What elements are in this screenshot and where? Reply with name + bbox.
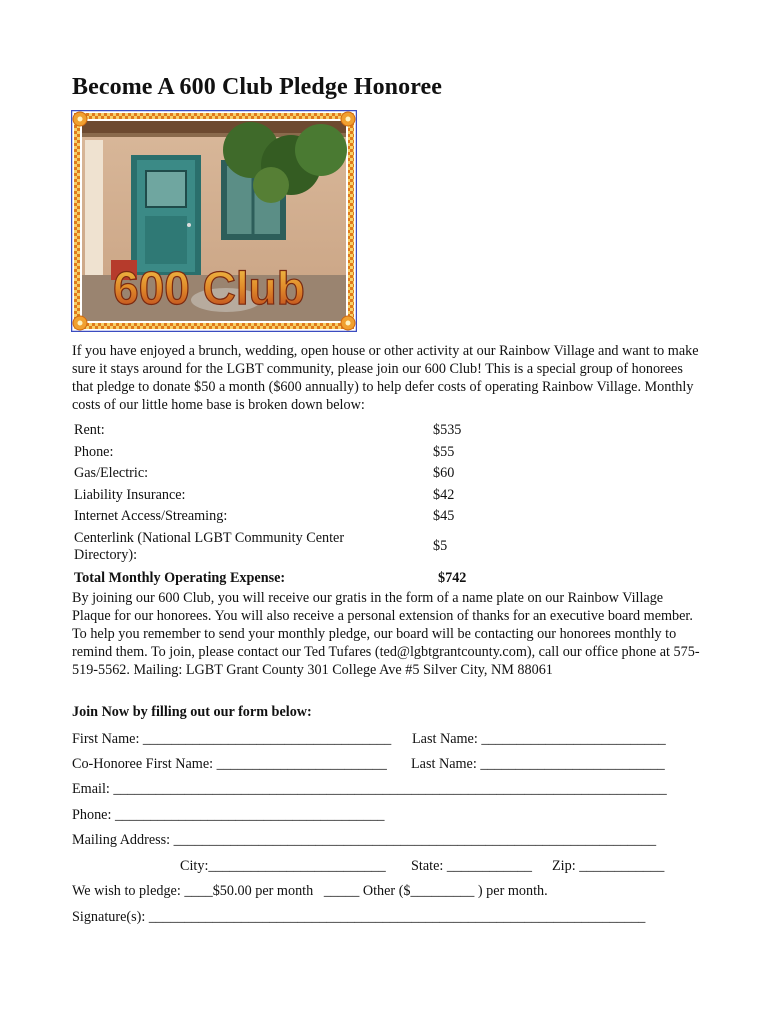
- total-label: Total Monthly Operating Expense:: [74, 570, 286, 586]
- phone-field[interactable]: Phone: ______________________________________: [72, 807, 385, 823]
- first-name-field[interactable]: First Name: ___________________________________: [72, 731, 392, 747]
- city-field[interactable]: City:_________________________: [180, 858, 386, 874]
- join-heading: Join Now by filling out our form below:: [72, 704, 312, 720]
- cost-label: Phone:: [74, 443, 114, 460]
- cost-label: Internet Access/Streaming:: [74, 508, 228, 524]
- mailing-address-field[interactable]: Mailing Address: ____________________________________________________________________: [72, 832, 657, 848]
- cost-label: Centerlink (National LGBT Community Center: [74, 530, 345, 546]
- cost-amount: $45: [433, 508, 455, 524]
- photo-overlay-text: 600 Club: [113, 262, 305, 314]
- pledge-field[interactable]: We wish to pledge: ____$50.00 per month _____ Other ($_________ ) per month.: [72, 883, 548, 899]
- last-name-field[interactable]: Last Name: __________________________: [412, 731, 666, 747]
- benefits-paragraph: By joining our 600 Club, you will receive our gratis in the form of a name plate on our Rainbow Village Plaque for our honorees. You will also receive a personal extension of thanks for an executive board member. To help you remember to send your monthly pledge, our board will be contacting our honorees monthly to remind them. To join, please contact our Ted Tufares (ted@lgbtgrantcounty.com), call our office phone at 575-519-5562. Mailing: LGBT Grant County 301 College Ave #5 Silver City, NM 88061: [72, 590, 700, 678]
- email-field[interactable]: Email: ______________________________________________________________________________: [72, 781, 667, 797]
- zip-field[interactable]: Zip: ____________: [552, 858, 665, 874]
- page-title: Become A 600 Club Pledge Honoree: [72, 74, 443, 100]
- cost-amount: $535: [433, 422, 462, 438]
- club-photo: [71, 110, 357, 332]
- co-last-name-field[interactable]: Last Name: __________________________: [411, 756, 665, 772]
- cost-amount: $55: [433, 443, 455, 460]
- cost-amount: $42: [433, 486, 455, 503]
- total-amount: $742: [438, 570, 467, 586]
- cost-label: Gas/Electric:: [74, 465, 149, 481]
- cost-amount: $5: [433, 538, 448, 554]
- state-field[interactable]: State: ____________: [411, 858, 532, 874]
- cost-label: Liability Insurance:: [74, 486, 186, 503]
- cost-label-cont: Directory):: [74, 547, 138, 563]
- signature-field[interactable]: Signature(s): ______________________________________________________________________: [72, 909, 646, 925]
- co-honoree-field[interactable]: Co-Honoree First Name: ________________________: [72, 756, 387, 772]
- cost-amount: $60: [433, 465, 455, 481]
- intro-paragraph: If you have enjoyed a brunch, wedding, open house or other activity at our Rainbow Village and want to make sure it stays around for the LGBT community, please join our 600 Club! This is a special group of honorees that pledge to donate $50 a month ($600 annually) to help defer costs of operating Rainbow Village. Monthly costs of our little home base is broken down below:: [72, 343, 699, 413]
- cost-label: Rent:: [74, 422, 105, 438]
